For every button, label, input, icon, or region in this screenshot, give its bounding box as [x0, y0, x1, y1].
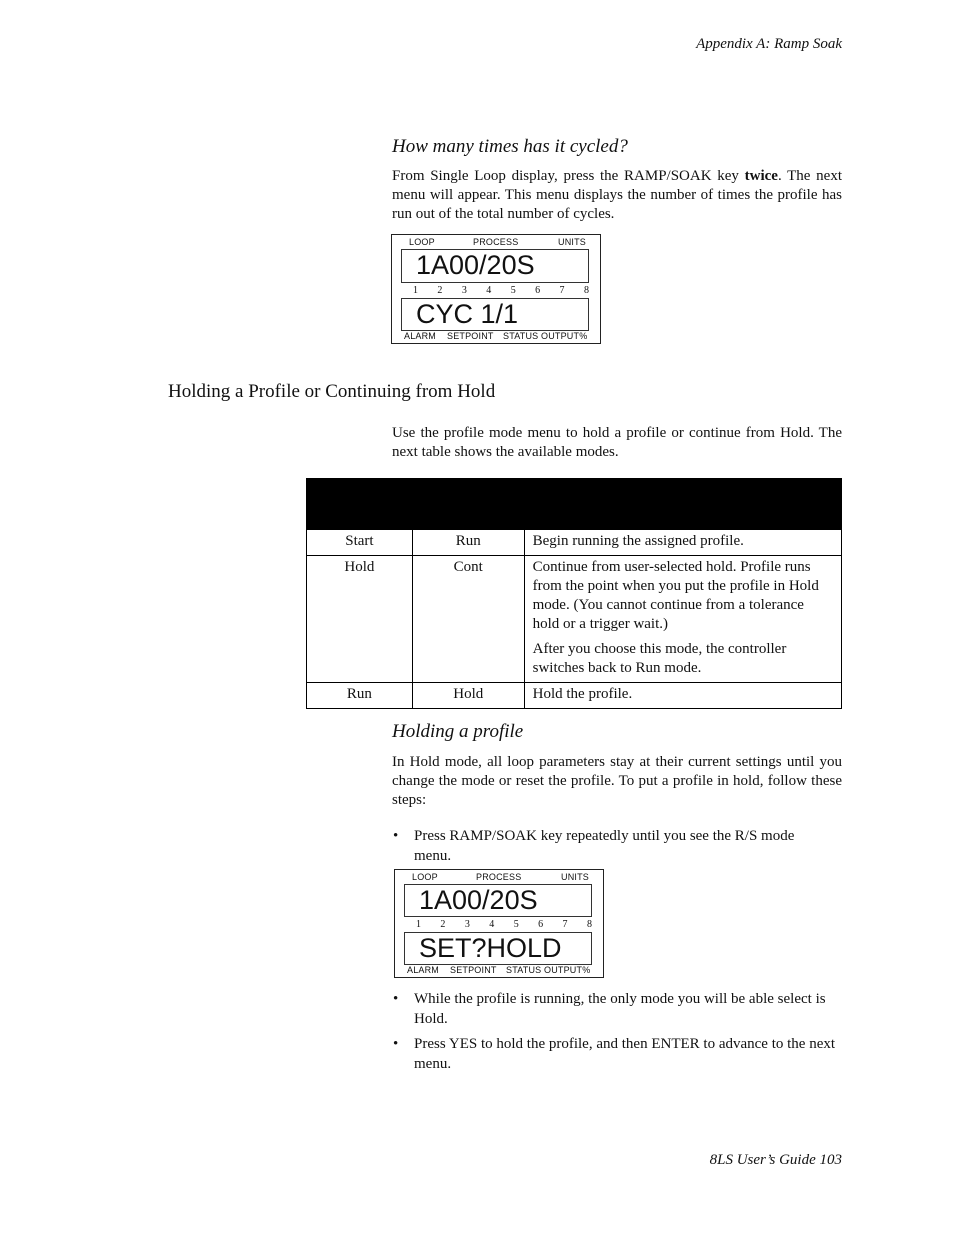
table-cell-new-mode: Hold: [412, 683, 524, 709]
lcd-label-output: OUTPUT%: [541, 331, 588, 341]
lcd-label-units: UNITS: [561, 872, 589, 882]
lcd-label-status: STATUS: [506, 965, 542, 975]
lcd-label-status: STATUS: [503, 331, 539, 341]
table-cell-new-mode: Cont: [412, 556, 524, 683]
section-heading-holding: Holding a Profile or Continuing from Hold: [168, 381, 496, 402]
page-footer: 8LS User’s Guide 103: [709, 1152, 842, 1168]
list-item-text: Press RAMP/SOAK key repeatedly until you see the R/S mode menu.: [414, 828, 795, 864]
cycles-paragraph: [392, 167, 842, 224]
steps-list-2: [392, 989, 842, 1074]
lcd-label-process: PROCESS: [476, 872, 522, 882]
list-item-text: While the profile is running, the only mode you will be able select is Hold.: [414, 991, 826, 1027]
lcd-top-readout: 1A00/20S: [401, 249, 589, 283]
lcd-top-readout: 1A00/20S: [404, 884, 592, 917]
table-header-cell: [412, 479, 524, 530]
lcd-number: 4: [486, 285, 492, 296]
lcd-label-units: UNITS: [558, 237, 586, 247]
lcd-number: 7: [562, 919, 568, 930]
lcd-number: 5: [513, 919, 519, 930]
running-header: Appendix A: Ramp Soak: [696, 36, 842, 52]
description-text: Begin running the assigned profile.: [532, 533, 744, 549]
cycles-paragraph-text-1: From Single Loop display, press the RAMP/SOAK key: [392, 168, 745, 184]
cycles-paragraph-bold: twice: [744, 168, 778, 184]
modes-intro-paragraph: Use the profile mode menu to hold a profile or continue from Hold. The next table shows the available modes.: [392, 425, 842, 460]
description-text: Continue from user-selected hold. Profile runs from the point when you put the profile in Hold mode. (You cannot continue from a tolerance hold or a trigger wait.): [532, 559, 819, 632]
lcd-label-output: OUTPUT%: [544, 965, 591, 975]
table-cell-current-mode: Run: [307, 683, 413, 709]
table-cell-current-mode: Hold: [307, 556, 413, 683]
lcd-label-setpoint: SETPOINT: [447, 331, 494, 341]
bullet-icon: •: [393, 1036, 399, 1052]
lcd-label-alarm: ALARM: [404, 331, 437, 341]
lcd-bottom-readout: CYC 1/1: [401, 298, 589, 331]
lcd-number-row: [416, 919, 592, 930]
lcd-number: 2: [440, 919, 446, 930]
lcd-label-loop: LOOP: [409, 237, 435, 247]
bullet-icon: •: [393, 991, 399, 1007]
lcd-number: 2: [437, 285, 443, 296]
table-header-cell: [524, 479, 841, 530]
lcd-number: 6: [535, 285, 541, 296]
table-row: [307, 556, 842, 683]
section-heading-cycles: How many times has it cycled?: [392, 136, 628, 157]
lcd-label-alarm: ALARM: [407, 965, 440, 975]
lcd-label-process: PROCESS: [473, 237, 519, 247]
mode-table: [306, 478, 842, 709]
lcd-display-cycles: [391, 234, 601, 344]
lcd-label-loop: LOOP: [412, 872, 438, 882]
table-cell-new-mode: Run: [412, 530, 524, 556]
lcd-number-row: [413, 285, 589, 296]
lcd-number: 3: [464, 919, 470, 930]
steps-list-1: [392, 826, 812, 866]
lcd-number: 1: [416, 919, 421, 930]
lcd-display-hold: [394, 869, 604, 978]
section-heading-holding-profile: Holding a profile: [392, 721, 524, 742]
list-item-text: Press YES to hold the profile, and then ENTER to advance to the next menu.: [414, 1036, 836, 1072]
lcd-number: 3: [461, 285, 467, 296]
list-item: [392, 826, 812, 866]
table-row: [307, 683, 842, 709]
lcd-number: 6: [538, 919, 544, 930]
lcd-number: 4: [489, 919, 495, 930]
table-cell-description: [524, 683, 841, 709]
lcd-number: 7: [559, 285, 565, 296]
table-cell-current-mode: Start: [307, 530, 413, 556]
table-header-cell: [307, 479, 413, 530]
list-item: [392, 989, 842, 1029]
bullet-icon: •: [393, 828, 399, 844]
lcd-number: 8: [583, 285, 589, 296]
description-text: After you choose this mode, the controller switches back to Run mode.: [532, 641, 787, 676]
table-row: [307, 530, 842, 556]
table-cell-description: [524, 556, 841, 683]
table-header-row: [307, 479, 842, 530]
list-item: [392, 1034, 842, 1074]
lcd-number: 1: [413, 285, 418, 296]
hold-paragraph: In Hold mode, all loop parameters stay at their current settings until you change the mode or reset the profile. To put a profile in hold, follow these steps:: [392, 754, 842, 808]
lcd-label-setpoint: SETPOINT: [450, 965, 497, 975]
description-text: Hold the profile.: [532, 686, 633, 702]
lcd-number: 8: [586, 919, 592, 930]
lcd-number: 5: [510, 285, 516, 296]
lcd-bottom-readout: SET?HOLD: [404, 932, 592, 965]
table-cell-description: [524, 530, 841, 556]
cycles-paragraph-text-2: . The next menu will appear. This menu displays the number of times the profile has run out of the total number of cycles.: [392, 168, 842, 222]
